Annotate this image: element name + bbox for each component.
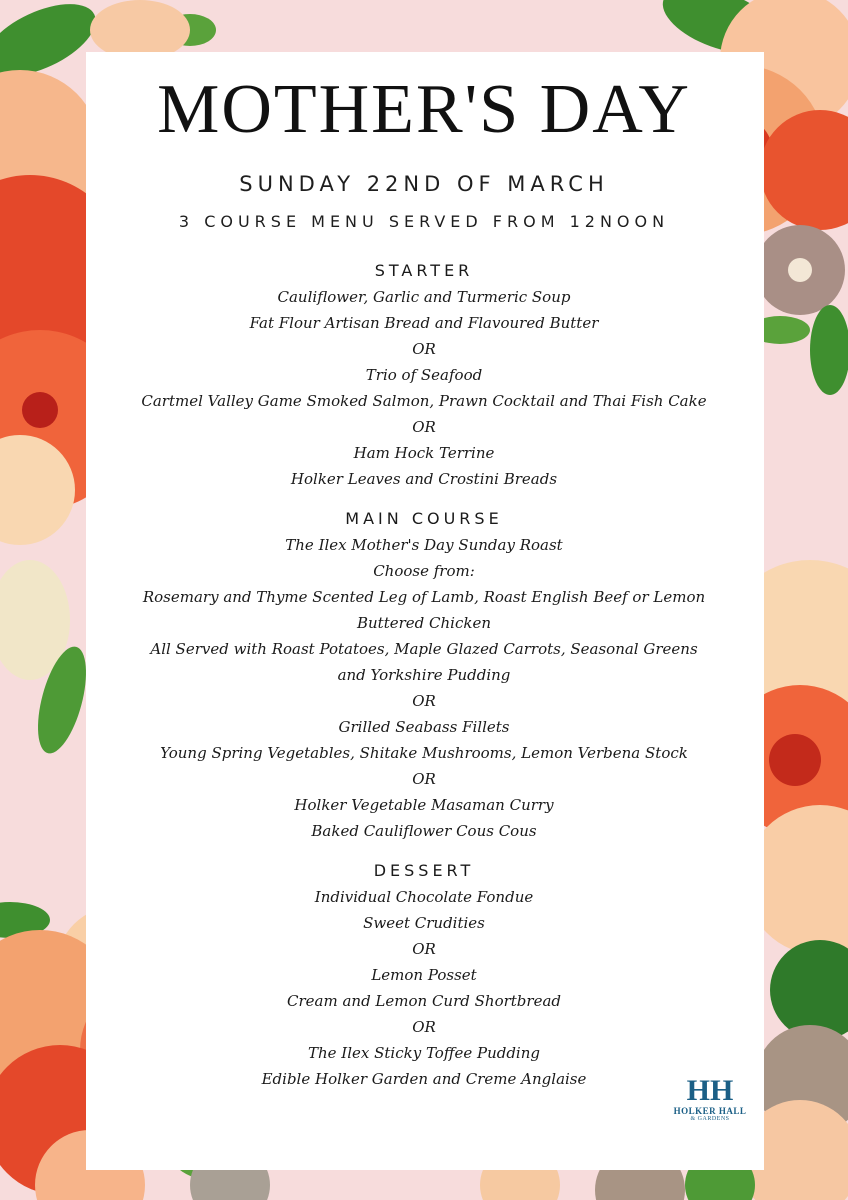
menu-line: Holker Vegetable Masaman Curry — [294, 796, 554, 814]
menu-line: The Ilex Mother's Day Sunday Roast — [285, 536, 563, 554]
section-heading: STARTER — [374, 261, 474, 280]
menu-line: Baked Cauliflower Cous Cous — [311, 822, 537, 840]
menu-line: All Served with Roast Potatoes, Maple Glazed Carrots, Seasonal Greens — [150, 640, 698, 658]
menu-line: Grilled Seabass Fillets — [338, 718, 510, 736]
menu-line: Lemon Posset — [371, 966, 477, 984]
menu-line: OR — [412, 940, 436, 958]
menu-line: OR — [412, 1018, 436, 1036]
menu-line: OR — [412, 692, 436, 710]
menu-list — [100, 258, 748, 1092]
logo-subtitle: & GARDENS — [690, 1116, 730, 1122]
menu-line: Young Spring Vegetables, Shitake Mushrooms, Lemon Verbena Stock — [160, 744, 688, 762]
section-heading: MAIN COURSE — [345, 509, 503, 528]
section-dessert — [100, 858, 748, 1092]
section-heading: DESSERT — [373, 861, 475, 880]
serving-info: 3 COURSE MENU SERVED FROM 12NOON — [178, 212, 670, 231]
menu-line: Rosemary and Thyme Scented Leg of Lamb, Roast English Beef or Lemon — [142, 588, 706, 606]
section-main-course — [100, 506, 748, 844]
menu-line: Sweet Crudities — [363, 914, 485, 932]
event-date: SUNDAY 22ND OF MARCH — [239, 172, 609, 196]
menu-line: OR — [412, 770, 436, 788]
menu-line: Cauliflower, Garlic and Turmeric Soup — [277, 288, 571, 306]
menu-line: Individual Chocolate Fondue — [314, 888, 534, 906]
holker-hall-logo — [668, 1076, 752, 1122]
menu-line: and Yorkshire Pudding — [337, 666, 511, 684]
menu-line: Cream and Lemon Curd Shortbread — [287, 992, 561, 1010]
page-title: MOTHER'S DAY — [157, 71, 691, 148]
menu-line: Trio of Seafood — [365, 366, 483, 384]
menu-line: Choose from: — [373, 562, 475, 580]
menu-line: Fat Flour Artisan Bread and Flavoured Butter — [249, 314, 599, 332]
menu-line: Buttered Chicken — [357, 614, 491, 632]
menu-line: OR — [412, 340, 436, 358]
logo-name: HOLKER HALL — [673, 1106, 747, 1116]
logo-monogram: HH — [686, 1074, 734, 1107]
section-starter — [100, 258, 748, 492]
menu-line: The Ilex Sticky Toffee Pudding — [307, 1044, 540, 1062]
menu-line: Holker Leaves and Crostini Breads — [290, 470, 558, 488]
menu-line: Edible Holker Garden and Creme Anglaise — [261, 1070, 587, 1088]
menu-line: Ham Hock Terrine — [353, 444, 495, 462]
menu-line: OR — [412, 418, 436, 436]
menu-line: Cartmel Valley Game Smoked Salmon, Prawn Cocktail and Thai Fish Cake — [141, 392, 707, 410]
